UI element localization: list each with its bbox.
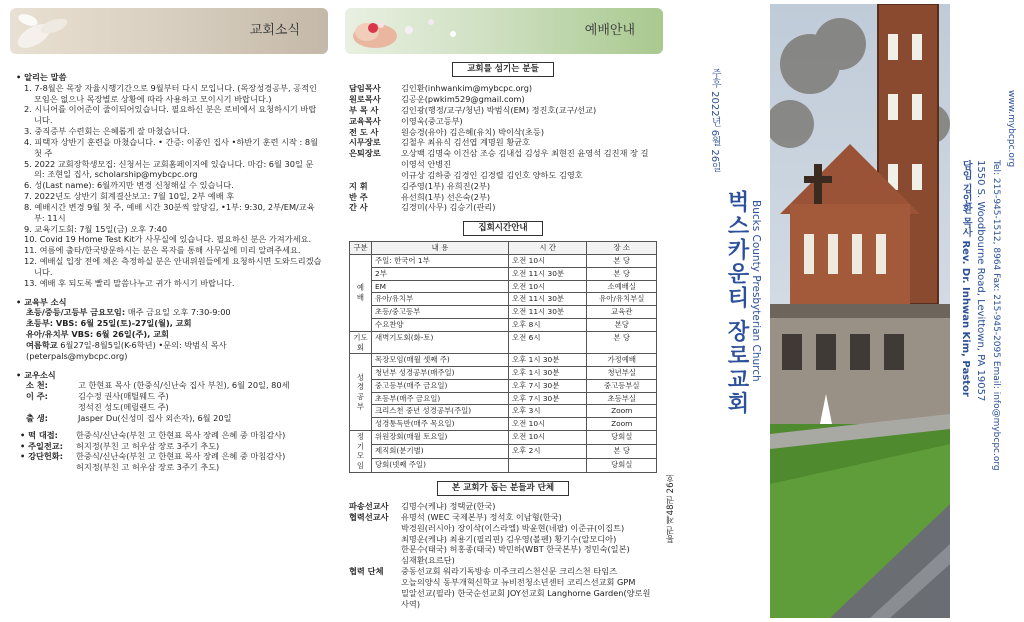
- worship-info-header: [345, 8, 663, 54]
- schedule-content: 2부: [372, 267, 509, 280]
- mission-row: [349, 544, 657, 555]
- missions-title: 본 교회가 돕는 분들과 단체: [437, 481, 569, 496]
- schedule-header: 장 소: [587, 242, 657, 255]
- announcement-item: 4. 피택자 상반기 훈련을 마쳤습니다. • 간증: 이종인 집사 •하반기 훈련 시작 : 8월 첫 주: [24, 136, 318, 158]
- schedule-time: 오전 10시: [509, 280, 587, 293]
- education-label: 초등/중등/고등부 금요모임:: [26, 307, 126, 318]
- church-building-illustration: [770, 4, 950, 618]
- member-label: 출 생:: [26, 412, 48, 423]
- schedule-time: 오후 2시: [509, 444, 587, 458]
- schedule-place: 가정예배: [587, 354, 657, 367]
- schedule-time: 오전 10시: [509, 430, 587, 444]
- schedule-row: [350, 367, 657, 380]
- servant-role: [349, 170, 401, 181]
- servant-role: 교육목사: [349, 115, 381, 126]
- schedule-content: 위원장회(매월 토요일): [372, 430, 509, 444]
- issue-number: 통권 제48권 26호: [665, 474, 676, 544]
- schedule-header: 구분: [350, 242, 372, 255]
- servant-row: [349, 137, 657, 148]
- dedication-text: 한중식/신난숙(부친 고 한현표 목사 장례 은혜 중 마침감사): [76, 451, 286, 462]
- servant-row: [349, 170, 657, 181]
- dedication-text: 한중식/신난숙(부친 고 한현표 목사 장례 은혜 중 마침감사): [76, 429, 286, 440]
- schedule-place: 당회실: [587, 430, 657, 444]
- schedule-content: 초등/중고등부: [372, 306, 509, 319]
- schedule-place: 초등부실: [587, 392, 657, 405]
- announcement-item: 8. 예배시간 변경 9월 첫 주, 예배 시간 30분씩 앞당김, •1부: 9:30, 2부/EM/교육부: 11시: [24, 201, 315, 223]
- dedication-item: [20, 430, 324, 441]
- member-text: 정석진 성도(메릴랜드 주): [78, 402, 169, 413]
- mission-category: [349, 555, 401, 566]
- mission-row: [349, 523, 657, 534]
- mission-category: [349, 577, 401, 588]
- missions-list: [349, 501, 657, 609]
- schedule-category: 성 경 공 부: [350, 354, 372, 431]
- schedule-place: 소예배실: [587, 280, 657, 293]
- education-text: 6월27일-8월5일(K-6학년) •문의: 박범식 목사(peterpals@mybcpc.org): [26, 339, 227, 361]
- mission-row: [349, 512, 657, 523]
- member-text: 고 한현표 목사 (한중식/신난숙 집사 부친), 6월 20일, 80세: [78, 380, 290, 391]
- schedule-row: [350, 444, 657, 458]
- schedule-row: [350, 331, 657, 354]
- schedule-content: 수요찬양: [372, 318, 509, 331]
- schedule-row: [350, 280, 657, 293]
- dedication-text: 허지정(부친 고 허우삼 장로 3주기 추도): [76, 462, 220, 473]
- church-news-panel: [10, 8, 328, 614]
- schedule-content: 초등부(매주 금요일): [372, 392, 509, 405]
- dedication-label: [20, 462, 76, 473]
- dedication-label: • 강단헌화:: [20, 451, 63, 462]
- schedule-time: 오후 7시 30분: [509, 379, 587, 392]
- schedule-time: 오후 3시: [509, 405, 587, 418]
- schedule-row: [350, 318, 657, 331]
- schedule-content: 중고등부(매주 금요일): [372, 379, 509, 392]
- education-label: 여름학교: [26, 339, 58, 350]
- member-label: [26, 402, 78, 413]
- church-photo: [770, 4, 950, 618]
- schedule-header: 시 간: [509, 242, 587, 255]
- schedule-place: 본당: [587, 318, 657, 331]
- education-item: [26, 307, 324, 318]
- schedule-content: 제직회(분기별): [372, 444, 509, 458]
- mission-row: [349, 566, 657, 577]
- education-title: • 교육부 소식: [16, 296, 67, 307]
- schedule-row: [350, 354, 657, 367]
- servants-title: 교회를 섬기는 분들: [452, 62, 554, 77]
- dedication-item: [20, 451, 324, 462]
- mission-names: 최명운(케냐) 최용기(필리핀) 김우영(볼펜) 황기수(알모디아): [401, 533, 617, 544]
- schedule-time: 오전 10시: [509, 255, 587, 268]
- education-label: 초등부: VBS: 6월 25일(토)-27일(월), 교회: [26, 318, 192, 329]
- member-text: 김수정 권사(매틸웨드 주): [78, 391, 169, 402]
- schedule-time: 오전 10시: [509, 418, 587, 431]
- servant-names: 원승경(유아) 김은혜(유치) 박이삭(초등): [401, 126, 545, 137]
- pastor-line: 담임 김인환 목사 Rev. Dr. Inhwan Kim, Pastor: [960, 160, 972, 397]
- schedule-row: [350, 430, 657, 444]
- mission-row: [349, 555, 657, 566]
- cover-panel: [678, 0, 1024, 622]
- member-label: 소 천:: [26, 380, 48, 391]
- mission-category: 협력 단체: [349, 566, 384, 577]
- servant-row: [349, 127, 657, 138]
- mission-names: 오늘의양식 동부개혁신학교 뉴비전청소년센터 코리스선교회 GPM: [401, 576, 636, 587]
- schedule-row: [350, 418, 657, 431]
- schedule-time: 오후 8시: [509, 318, 587, 331]
- servant-row: [349, 192, 657, 203]
- mission-category: [349, 544, 401, 555]
- member-text: Jasper Du(신성미 집사 외손자), 6월 20일: [78, 412, 232, 423]
- mission-names: 박경원(러시아) 장이삭(이스라엘) 박윤현(네팔) 이준규(이집트): [401, 522, 625, 533]
- announcement-item: 12. 예배실 입장 전에 체온 측정하실 분은 안내위원들에게 요청하시면 도와드리겠습니다.: [24, 256, 322, 277]
- schedule-time: 오후 1시 30분: [509, 367, 587, 380]
- servant-names: 김경미(사무) 김승기(관리): [401, 202, 496, 213]
- schedule-row: [350, 379, 657, 392]
- schedule-category: 예 배: [350, 255, 372, 332]
- schedule-content: 성경통독반(매주 목요일): [372, 418, 509, 431]
- mission-category: 파송선교사: [349, 501, 389, 512]
- servant-row: [349, 83, 657, 94]
- servant-row: [349, 181, 657, 192]
- member-label: 이 주:: [26, 391, 48, 402]
- schedule-place: 교육관: [587, 306, 657, 319]
- church-news-header: [10, 8, 328, 54]
- schedule-row: [350, 255, 657, 268]
- education-item: [26, 329, 324, 340]
- dedication-item: [20, 462, 324, 473]
- schedule-header: 내 용: [372, 242, 509, 255]
- servant-row: [349, 105, 657, 116]
- mission-names: 중동선교회 워라기독방송 미주크리스천신문 크리스천 타임즈: [401, 566, 618, 577]
- mission-names: 밀알선교(필라) 한국순선교회 JOY선교회 Langhorne Garden(양로원사역): [401, 587, 651, 609]
- dedication-item: [20, 441, 324, 452]
- announcement-item: 9. 교육기도회: 7월 15일(금) 오후 7:40: [24, 223, 168, 234]
- member-item: [26, 402, 324, 413]
- schedule-content: 크리스천 중년 성경공부(주일): [372, 405, 509, 418]
- schedule-time: 오후 7시 30분: [509, 392, 587, 405]
- servant-role: 간 사: [349, 202, 368, 213]
- announcements-list: [16, 83, 324, 289]
- church-name-en: Bucks County Presbyterian Church: [749, 200, 762, 382]
- church-news-title: 교회소식: [249, 23, 300, 38]
- schedule-table: [349, 241, 657, 473]
- servant-row: [349, 148, 657, 170]
- servant-role: 원로목사: [349, 94, 381, 105]
- schedule-row: [350, 293, 657, 306]
- member-item: [26, 380, 324, 391]
- member-item: [26, 413, 324, 424]
- education-list: [16, 307, 324, 361]
- servant-names: 김철우 최유식 김선엽 계명원 황균호: [401, 137, 531, 148]
- members-list: [16, 380, 324, 423]
- schedule-title: 집회시간안내: [463, 221, 542, 236]
- schedule-row: [350, 392, 657, 405]
- mission-row: [349, 501, 657, 512]
- schedule-row: [350, 267, 657, 280]
- servant-names: 김인광(행정/교구/청년) 박범식(EM) 정진호(교구/선교): [401, 104, 597, 115]
- servant-role: 전 도 사: [349, 126, 379, 137]
- schedule-time: 오전 11시 30분: [509, 293, 587, 306]
- servant-role: 시무장로: [349, 137, 381, 148]
- announcements-title: • 알리는 말씀: [16, 72, 67, 82]
- servant-role: 반 주: [349, 191, 368, 202]
- schedule-content: 청년부 성경공부(매주일): [372, 367, 509, 380]
- contact-line: Tel: 215-945-1512, 8964 Fax: 215-945-2095 Email: info@mybcpc.org: [990, 160, 1001, 471]
- schedule-place: 본 당: [587, 444, 657, 458]
- bulletin-date: 주후 2022년 6월 26일: [709, 68, 721, 173]
- servant-role: 부 목 사: [349, 104, 379, 115]
- schedule-place: 중고등부실: [587, 379, 657, 392]
- dedication-text: 허지정(부친 고 허우삼 장로 3주기 추도): [76, 440, 220, 451]
- church-name-ko: 벅스카운티 장로교회: [724, 190, 750, 416]
- servant-role: 은퇴장로: [349, 148, 381, 159]
- announcement-item: 6. 성(Last name): 6월까지만 변경 신청해실 수 있습니다.: [24, 180, 234, 191]
- mission-names: 유명석 (WEC 국제본부) 정석호 이남형(한국): [401, 511, 562, 522]
- servant-names: 김공운(pwkim529@gmail.com): [401, 94, 525, 105]
- mission-category: [349, 534, 401, 545]
- schedule-place: 유아/유치부실: [587, 293, 657, 306]
- schedule-category: 정 기 모 임: [350, 430, 372, 472]
- website: www.mybcpc.org: [1005, 90, 1016, 168]
- schedule-time: 오후 1시 30분: [509, 354, 587, 367]
- worship-info-panel: [345, 8, 676, 614]
- schedule-row: [350, 458, 657, 472]
- servant-row: [349, 116, 657, 127]
- servant-names: 유선희(1부) 선은숙(2부): [401, 191, 491, 202]
- schedule-time: 오전 11시 30분: [509, 306, 587, 319]
- hands-flowers-icon: [345, 8, 465, 54]
- announcement-item: 11. 여름에 출타/한국방문하시는 분은 목자를 통해 사무실에 미리 알려주세요.: [24, 245, 301, 256]
- schedule-content: 유아/유치부: [372, 293, 509, 306]
- schedule-row: [350, 405, 657, 418]
- mission-row: [349, 588, 657, 610]
- schedule-place: 본 당: [587, 255, 657, 268]
- mission-category: 협력선교사: [349, 511, 389, 522]
- schedule-content: EM: [372, 280, 509, 293]
- servant-names: 이규상 김하중 김경인 김경렬 김인호 양하도 김영호: [401, 169, 583, 180]
- schedule-time: 오전 6시: [509, 331, 587, 354]
- mission-category: [349, 523, 401, 534]
- mission-names: 심재환(요르단): [401, 555, 455, 566]
- servant-role: 담임목사: [349, 83, 381, 94]
- education-label: 유아/유치부 VBS: 6월 26일(주), 교회: [26, 329, 169, 340]
- schedule-content: 새벽기도회(화-토): [372, 331, 509, 354]
- schedule-category: 기도회: [350, 331, 372, 354]
- mission-category: [349, 588, 401, 610]
- announcement-item: 1. 7-8월은 목장 자율시행기간으로 9월부터 다시 모입니다. (목장성경공부, 공적인 모임은 없으나 목장별로 상황에 따라 사용하고 모이시기 바랍니다.): [24, 82, 317, 104]
- announcement-item: 13. 예배 후 되도록 빨리 말씀나누고 귀가 하시기 바랍니다.: [24, 277, 235, 288]
- mission-names: 김명수(케냐) 정택균(한국): [401, 501, 496, 512]
- schedule-place: Zoom: [587, 405, 657, 418]
- members-title: • 교우소식: [16, 369, 56, 380]
- schedule-place: 본 당: [587, 267, 657, 280]
- dedication-label: • 떡 대접:: [20, 429, 58, 440]
- servant-row: [349, 94, 657, 105]
- schedule-content: 목장모임(매월 셋째 주): [372, 354, 509, 367]
- servant-names: 김인환(inhwankim@mybcpc.org): [401, 83, 533, 94]
- schedule-time: 오전 11시 30분: [509, 267, 587, 280]
- schedule-place: 당회실: [587, 458, 657, 472]
- schedule-place: Zoom: [587, 418, 657, 431]
- mission-row: [349, 534, 657, 545]
- servant-row: [349, 202, 657, 213]
- schedule-place: 본 당: [587, 331, 657, 354]
- announcement-item: 10. Covid 19 Home Test Kit가 사무실에 있습니다. 필요하신 분은 가져가세요.: [24, 234, 312, 245]
- announcement-item: 7. 2022년도 상반기 회계결산보고: 7월 10일, 2부 예배 후: [24, 191, 235, 202]
- mission-names: 한문수(태국) 허홍종(태국) 박민하(WBT 한국본부) 정민숙(일본): [401, 544, 630, 555]
- servant-names: 오상백 김명숙 이건삼 조승 김내섭 김성우 최현진 윤영석 김진재 장 길 이영석 안병진: [401, 148, 649, 170]
- member-item: [26, 391, 324, 402]
- announcement-item: 2. 시니어를 이어준이 줄이되어있습니다. 필요하신 분은 로비에서 요청하시기 바랍니다.: [24, 104, 317, 126]
- servant-names: 이영욱(중고등부): [401, 115, 463, 126]
- servant-names: 김주영(1부) 유희진(2부): [401, 180, 491, 191]
- schedule-place: 청년부실: [587, 367, 657, 380]
- schedule-content: 당회(넷째 주일): [372, 458, 509, 472]
- servant-role: 지 휘: [349, 180, 368, 191]
- address-line: 1550 S. Woodbourne Road, Levittown, PA 19057: [975, 160, 987, 402]
- leaf-decoration-icon: [14, 8, 74, 54]
- dedication-label: • 주일전교:: [20, 440, 63, 451]
- schedule-content: 주일: 한국어 1부: [372, 255, 509, 268]
- announcement-item: 5. 2022 교회장학생모집: 신청서는 교회홈페이지에 있습니다. 마감: 6월 30일 문의: 조현일 집사, scholarship@mybcpc.org: [24, 158, 314, 180]
- schedule-row: [350, 306, 657, 319]
- education-text: 매주 금요일 오후 7:30-9:00: [127, 307, 231, 318]
- worship-info-title: 예배안내: [584, 23, 635, 38]
- mission-row: [349, 577, 657, 588]
- schedule-time: [509, 458, 587, 472]
- announcement-item: 3. 중직증부 수련회는 은혜롭게 잘 마쳤습니다.: [24, 126, 190, 137]
- education-item: [26, 318, 324, 329]
- education-item: [26, 340, 324, 362]
- flowers-list: [16, 430, 324, 473]
- servants-list: [349, 83, 657, 213]
